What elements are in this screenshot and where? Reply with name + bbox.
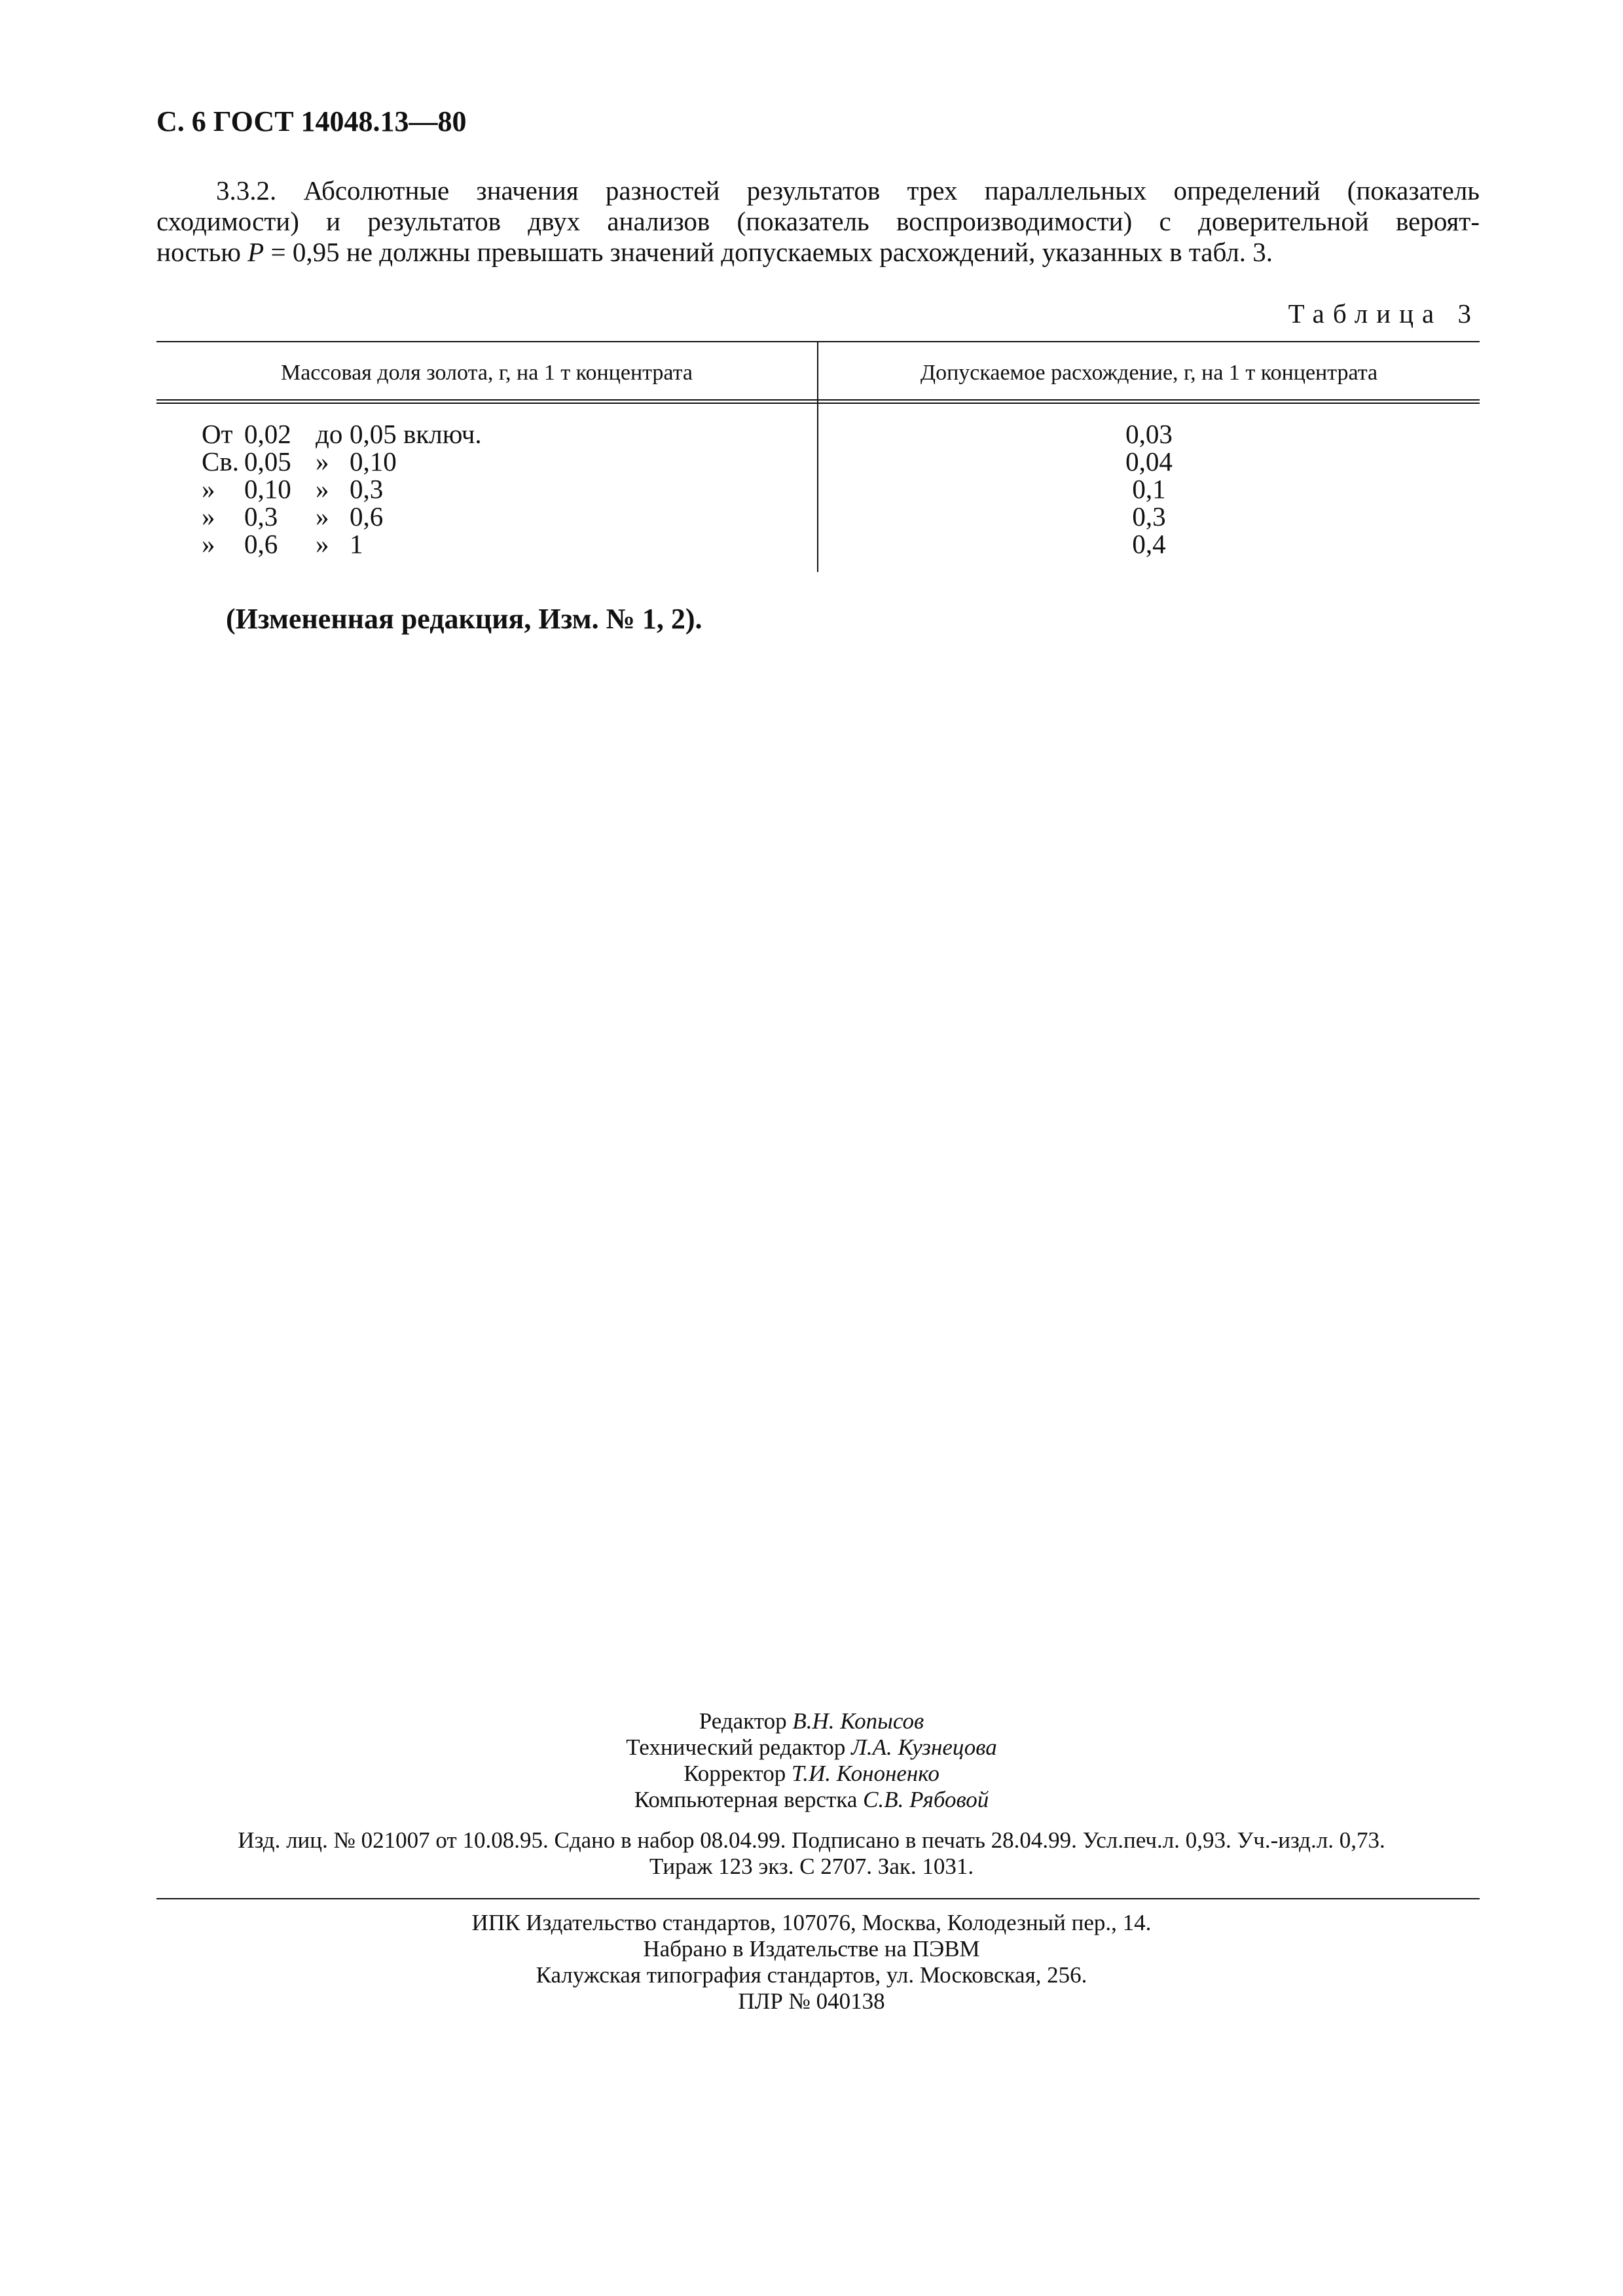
layout-line: Компьютерная верстка С.В. Рябовой [634, 1787, 989, 1812]
table-cell-value: 0,4 [1132, 529, 1166, 559]
table-cell-value: 0,03 [1125, 419, 1173, 449]
table-header-allowed-discrepancy: Допускаемое расхождение, г, на 1 т концентрата [920, 361, 1378, 385]
probability-variable: P [247, 237, 264, 267]
paragraph-line-2: сходимости) и результатов двух анализов (показатель воспроизводимости) с доверительной вероят- [156, 206, 1480, 236]
footer-rule [156, 1898, 1480, 1899]
table-cell-value: 0,1 [1132, 474, 1166, 504]
table-row: » 0,3 » 0,6 [202, 501, 384, 531]
paragraph-line-3-end: = 0,95 не должны превышать значений допускаемых расхождений, указанных в табл. 3. [264, 237, 1273, 267]
table-cell-value: 0,3 [1132, 501, 1166, 531]
paragraph-line-1: 3.3.2. Абсолютные значения разностей результатов трех параллельных определений (показатель [216, 175, 1480, 206]
table-header-mass-fraction: Массовая доля золота, г, на 1 т концентрата [280, 361, 693, 385]
paragraph-line-3 [156, 237, 1480, 268]
imprint-credits [0, 1708, 1623, 1813]
corrector-line: Корректор Т.И. Кононенко [684, 1761, 939, 1786]
table-discrepancy-column [818, 420, 1480, 558]
table-row: От 0,02 до 0,05 включ. [202, 419, 482, 449]
printer-info [0, 1910, 1623, 2015]
printer-line-2: Набрано в Издательстве на ПЭВМ [643, 1936, 980, 1962]
editor-line: Редактор В.Н. Копысов [699, 1708, 924, 1734]
printer-line-4: ПЛР № 040138 [738, 1988, 885, 2014]
printer-line-3: Калужская типография стандартов, ул. Московская, 256. [536, 1962, 1087, 1988]
table-row: » 0,10 » 0,3 [202, 474, 384, 504]
change-note: (Измененная редакция, Изм. № 1, 2). [226, 603, 702, 635]
paragraph-line-3-start: ностью [156, 237, 248, 267]
table-mass-fraction-column [202, 420, 482, 558]
tech-editor-line: Технический редактор Л.А. Кузнецова [626, 1734, 997, 1760]
table-row: » 0,6 » 1 [202, 529, 363, 559]
publication-line-1: Изд. лиц. № 021007 от 10.08.95. Сдано в набор 08.04.99. Подписано в печать 28.04.99. Усл.печ.л. 0,93. Уч.-изд.л. 0,73. [238, 1827, 1385, 1853]
table-row: Св. 0,05 » 0,10 [202, 446, 397, 476]
publication-info [0, 1827, 1623, 1880]
table-cell-value: 0,04 [1125, 446, 1173, 476]
printer-line-1: ИПК Издательство стандартов, 107076, Москва, Колодезный пер., 14. [471, 1910, 1152, 1935]
table-caption: Таблица 3 [1288, 298, 1480, 329]
publication-line-2: Тираж 123 экз. С 2707. Зак. 1031. [649, 1854, 974, 1879]
paragraph-3-3-2 [156, 175, 1480, 268]
page-header: С. 6 ГОСТ 14048.13—80 [156, 105, 467, 137]
